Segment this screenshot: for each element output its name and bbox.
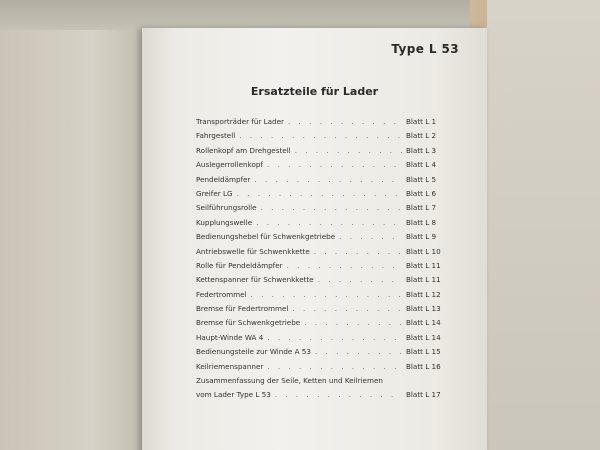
- toc-sheet-ref: Blatt L 3: [406, 145, 437, 155]
- toc-sheet-ref: Blatt L 17: [406, 390, 441, 400]
- toc-sheet-ref: Blatt L 12: [406, 289, 441, 299]
- toc-row: [196, 304, 458, 318]
- toc-label: Kupplungswelle: [196, 217, 253, 227]
- toc-sheet-ref: Blatt L 16: [406, 361, 441, 371]
- toc-sheet-ref: Blatt L 14: [406, 332, 441, 342]
- toc-row: [196, 290, 458, 304]
- dot-leader: [256, 218, 402, 227]
- toc-sheet-ref: Blatt L 5: [406, 174, 437, 184]
- dot-leader: [315, 347, 402, 356]
- toc-label: Rollenkopf am Drehgestell: [196, 145, 291, 155]
- toc-label: Seilführungsrolle: [196, 203, 257, 213]
- toc-row: [196, 146, 458, 160]
- toc-label: Keilriemenspanner: [196, 361, 264, 371]
- toc-row: [196, 261, 458, 275]
- dot-leader: [295, 146, 402, 155]
- table-of-contents: [196, 117, 458, 405]
- toc-sheet-ref: Blatt L 4: [406, 160, 437, 170]
- toc-row: [196, 218, 458, 232]
- toc-sheet-ref: Blatt L 10: [406, 246, 441, 256]
- toc-sheet-ref: Blatt L 14: [406, 318, 441, 328]
- toc-label: Antriebswelle für Schwenkkette: [196, 246, 310, 256]
- toc-label: Greifer LG: [196, 188, 233, 198]
- toc-sheet-ref: Blatt L 13: [406, 304, 441, 314]
- dot-leader: [267, 333, 402, 342]
- toc-row: [196, 376, 458, 390]
- dot-leader: [314, 247, 402, 256]
- toc-row: [196, 203, 458, 217]
- dot-leader: [339, 232, 402, 241]
- toc-row: [196, 390, 458, 404]
- dot-leader: [288, 117, 402, 126]
- toc-row: [196, 117, 458, 131]
- toc-sheet-ref: Blatt L 8: [406, 217, 437, 227]
- toc-row: [196, 131, 458, 145]
- toc-row: [196, 275, 458, 289]
- toc-sheet-ref: Blatt L 6: [406, 188, 437, 198]
- document-page: [142, 28, 487, 450]
- dot-leader: [254, 175, 402, 184]
- dot-leader: [292, 304, 402, 313]
- dot-leader: [267, 362, 402, 371]
- section-title: Ersatzteile für Lader: [250, 85, 379, 98]
- toc-label: Zusammenfassung der Seile, Ketten und Keilriemen: [196, 376, 383, 386]
- dot-leader: [261, 203, 402, 212]
- toc-label: Bremse für Schwenkgetriebe: [196, 318, 301, 328]
- dot-leader: [304, 318, 402, 327]
- type-heading: Type L 53: [391, 42, 459, 56]
- toc-label: Bedienungshebel für Schwenkgetriebe: [196, 232, 336, 242]
- toc-row: [196, 318, 458, 332]
- toc-row: [196, 232, 458, 246]
- dot-leader: [275, 390, 402, 399]
- dot-leader: [237, 189, 402, 198]
- toc-sheet-ref: Blatt L 11: [406, 275, 441, 285]
- toc-sheet-ref: Blatt L 11: [406, 260, 441, 270]
- toc-label: Rolle für Pendeldämpfer: [196, 260, 283, 270]
- toc-label: Federtrommel: [196, 289, 247, 299]
- toc-row: [196, 362, 458, 376]
- toc-row: [196, 175, 458, 189]
- dot-leader: [318, 275, 402, 284]
- dot-leader: [287, 261, 402, 270]
- toc-sheet-ref: Blatt L 1: [406, 117, 437, 126]
- dot-leader: [239, 131, 402, 140]
- toc-row: [196, 160, 458, 174]
- toc-row: [196, 247, 458, 261]
- toc-label: Fahrgestell: [196, 131, 236, 141]
- toc-sheet-ref: Blatt L 2: [406, 131, 437, 141]
- dot-leader: [251, 290, 402, 299]
- toc-row: [196, 333, 458, 347]
- toc-label: Pendeldämpfer: [196, 174, 251, 184]
- toc-sheet-ref: Blatt L 15: [406, 347, 441, 357]
- toc-sheet-ref: Blatt L 7: [406, 203, 437, 213]
- toc-label: Transporträder für Lader: [196, 117, 284, 126]
- toc-label: Kettenspanner für Schwenkkette: [196, 275, 314, 285]
- toc-label: Auslegerrollenkopf: [196, 160, 264, 170]
- toc-label: Haupt-Winde WA 4: [196, 332, 264, 342]
- toc-label: vom Lader Type L 53: [196, 390, 271, 400]
- toc-sheet-ref: Blatt L 9: [406, 232, 437, 242]
- toc-row: [196, 189, 458, 203]
- toc-label: Bremse für Federtrommel: [196, 304, 289, 314]
- right-background: [487, 0, 600, 450]
- left-page-edge: [0, 0, 155, 450]
- dot-leader: [267, 160, 402, 169]
- toc-label: Bedienungsteile zur Winde A 53: [196, 347, 311, 357]
- toc-row: [196, 347, 458, 361]
